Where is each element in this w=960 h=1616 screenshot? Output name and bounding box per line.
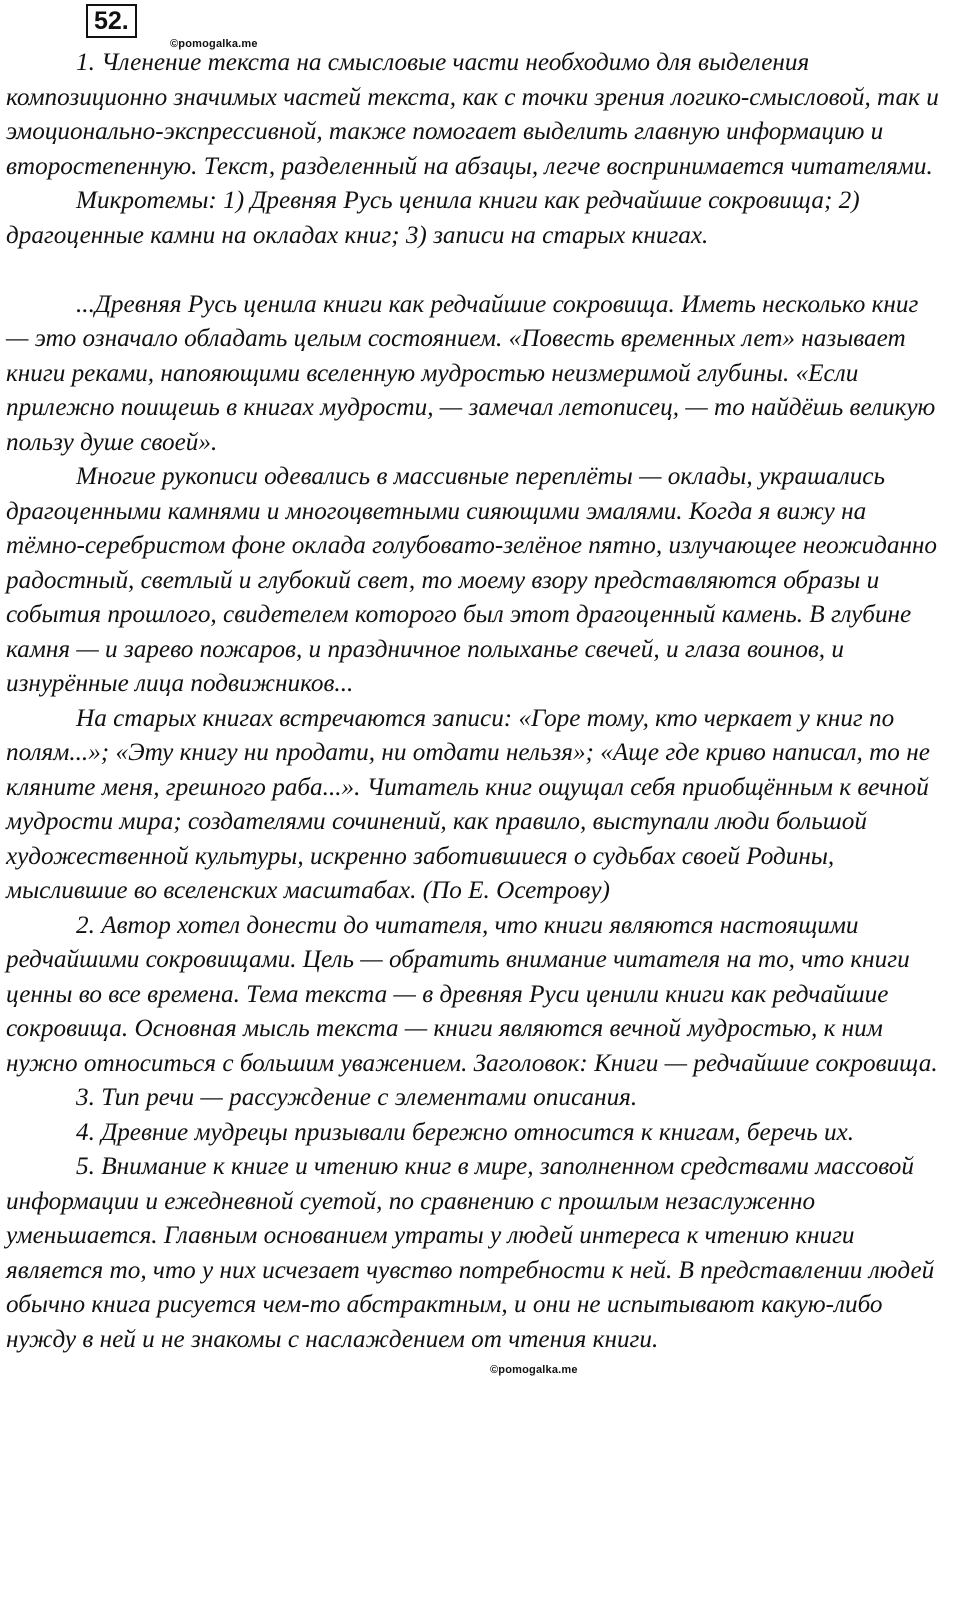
paragraph-5: 5. Внимание к книге и чтению книг в мире, заполненном средствами массовой информации и ежедневной суетой, по сравнению с прошлым незаслуженно уменьшается. Главным основанием утраты у людей интереса к чтению книги является то, что у них исчезает чувство потребности к ней. В представлении людей обычно книга рисуется чем-то абстрактным, и они не испытывают какую-либо нужду в ней и не знакомы с наслаждением от чтения книги. xyxy=(6,1153,935,1353)
paragraph-text-2: Многие рукописи одевались в массивные переплёты — оклады, украшались драгоценными камнями и многоцветными сияющими эмалями. Когда я вижу на тёмно-серебристом фоне оклада голубовато-зелёное пятно, излучающее неожиданно радостный, светлый и глубокий свет, то моему взору представляются образы и события прошлого, свидетелем которого был этот драгоценный камень. В глубине камня — и зарево пожаров, и праздничное полыханье свечей, и глаза воинов, и изнурённые лица подвижников... xyxy=(6,463,938,697)
paragraph-text-3: На старых книгах встречаются записи: «Горе тому, кто черкает у книг по полям...»; «Эту книгу ни продати, ни отдати нельзя»; «Аще где криво написал, то не кляните меня, грешного раба...». Читатель книг ощущал себя приобщённым к вечной мудрости мира; создателями сочинений, как правило, выступали люди большой художественной культуры, искренно заботившиеся о судьбах своей Родины, мыслившие во вселенских масштабах. (По Е. Осетрову) xyxy=(6,704,930,904)
paragraph-3: 3. Тип речи — рассуждение с элементами описания. xyxy=(76,1084,638,1111)
watermark-top: ©pomogalka.me xyxy=(170,38,258,50)
paragraph-1: 1. Членение текста на смысловые части необходимо для выделения композиционно значимых частей текста, как с точки зрения логико-смысловой, так и эмоционально-экспрессивной, также помогает выделить главную информацию и второстепенную. Текст, разделенный на абзацы, легче воспринимается читателями. xyxy=(6,49,939,180)
watermark-middle: ©pomogalka.me xyxy=(490,1364,578,1376)
paragraph-microtopics: Микротемы: 1) Древняя Русь ценила книги как редчайшие сокровища; 2) драгоценные камни на окладах книг; 3) записи на старых книгах. xyxy=(6,187,860,249)
paragraph-4: 4. Древние мудрецы призывали бережно относится к книгам, беречь их. xyxy=(76,1118,855,1146)
paragraph-2: 2. Автор хотел донести до читателя, что книги являются настоящими редчайшими сокровищами. Цель — обратить внимание читателя на то, что книги ценны во все времена. Тема текста — в древняя Руси ценили книги как редчайшие сокровища. Основная мысль текста — книги являются вечной мудростью, к ним нужно относиться с большим уважением. Заголовок: Книги — редчайшие сокровища. xyxy=(6,911,938,1077)
blank-line xyxy=(6,253,942,288)
answer-text xyxy=(6,46,942,1357)
exercise-number: 52. xyxy=(86,4,137,38)
paragraph-text-1: ...Древняя Русь ценила книги как редчайшие сокровища. Иметь несколько книг — это означало обладать целым состоянием. «Повесть временных лет» называет книги реками, напояющими вселенную мудростью неизмеримой глубины. «Если прилежно поищешь в книгах мудрости, — замечал летописец, — то найдёшь великую пользу душе своей». xyxy=(6,290,936,456)
